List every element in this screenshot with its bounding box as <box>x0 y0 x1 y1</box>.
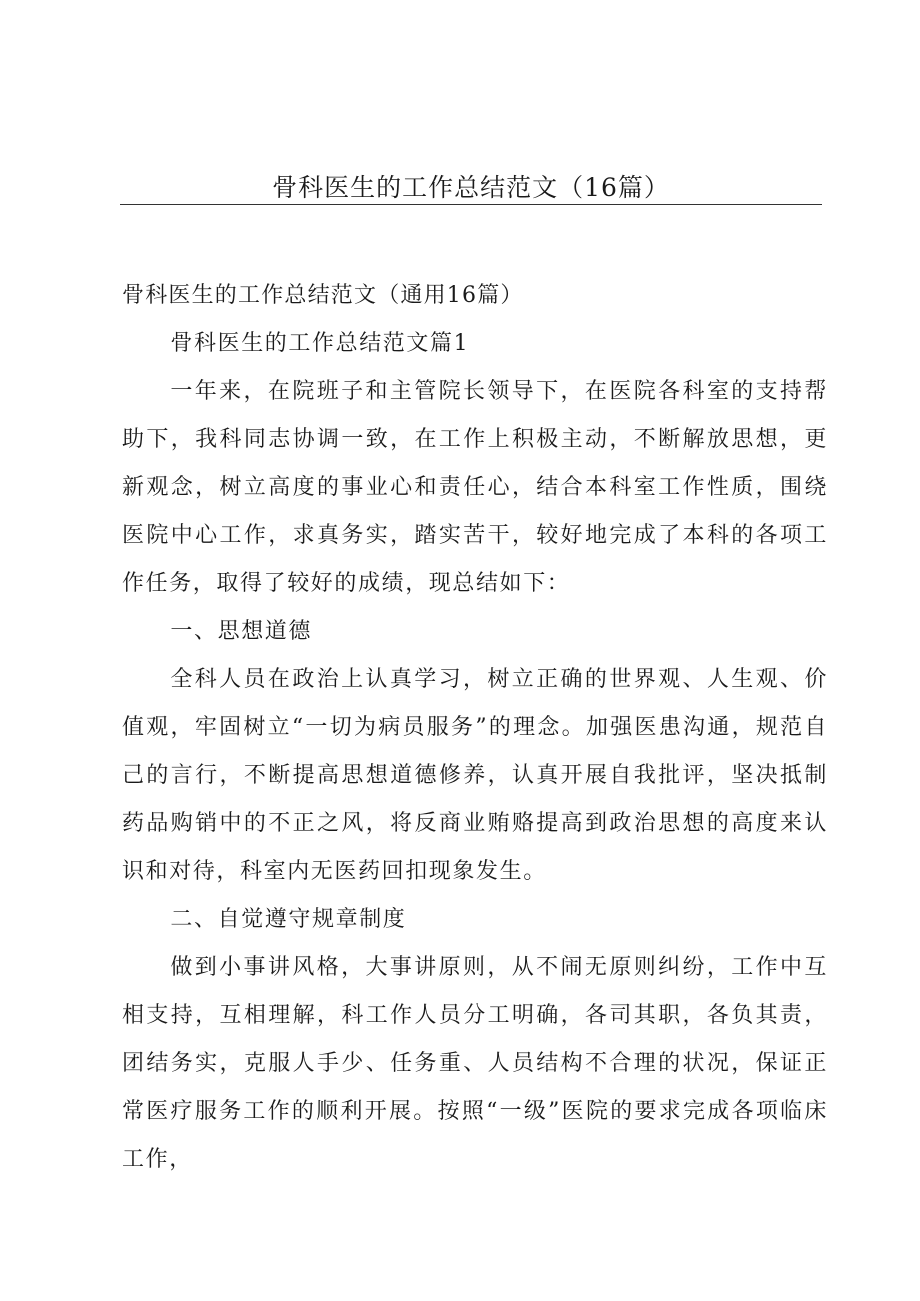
body-paragraph-intro: 一年来，在院班子和主管院长领导下，在医院各科室的支持帮助下，我科同志协调一致，在工作上积极主动，不断解放思想，更新观念，树立高度的事业心和责任心，结合本科室工作性质，围绕医院中心工作，求真务实，踏实苦干，较好地完成了本科的各项工作任务，取得了较好的成绩，现总结如下： <box>122 379 828 596</box>
subtitle-paragraph: 骨科医生的工作总结范文（通用16篇） <box>122 283 524 308</box>
body-paragraph-rules: 做到小事讲风格，大事讲原则，从不闹无原则纠纷，工作中互相支持，互相理解，科工作人员分工明确，各司其职，各负其责，团结务实，克服人手少、任务重、人员结构不合理的状况，保证正常医疗服务工作的顺利开展。按照“一级”医院的要求完成各项临床工作， <box>122 955 828 1172</box>
section-heading-ideology: 一、思想道德 <box>170 619 312 644</box>
document-body <box>122 272 828 1184</box>
section-heading-rules: 二、自觉遵守规章制度 <box>170 907 407 932</box>
section-heading-article-1: 骨科医生的工作总结范文篇1 <box>170 331 470 356</box>
title-underline <box>120 204 822 205</box>
body-paragraph-ideology: 全科人员在政治上认真学习，树立正确的世界观、人生观、价值观，牢固树立“一切为病员服务”的理念。加强医患沟通，规范自己的言行，不断提高思想道德修养，认真开展自我批评，坚决抵制药品购销中的不正之风，将反商业贿赂提高到政治思想的高度来认识和对待，科室内无医药回扣现象发生。 <box>122 667 828 884</box>
document-title: 骨科医生的工作总结范文（16篇） <box>272 173 670 202</box>
